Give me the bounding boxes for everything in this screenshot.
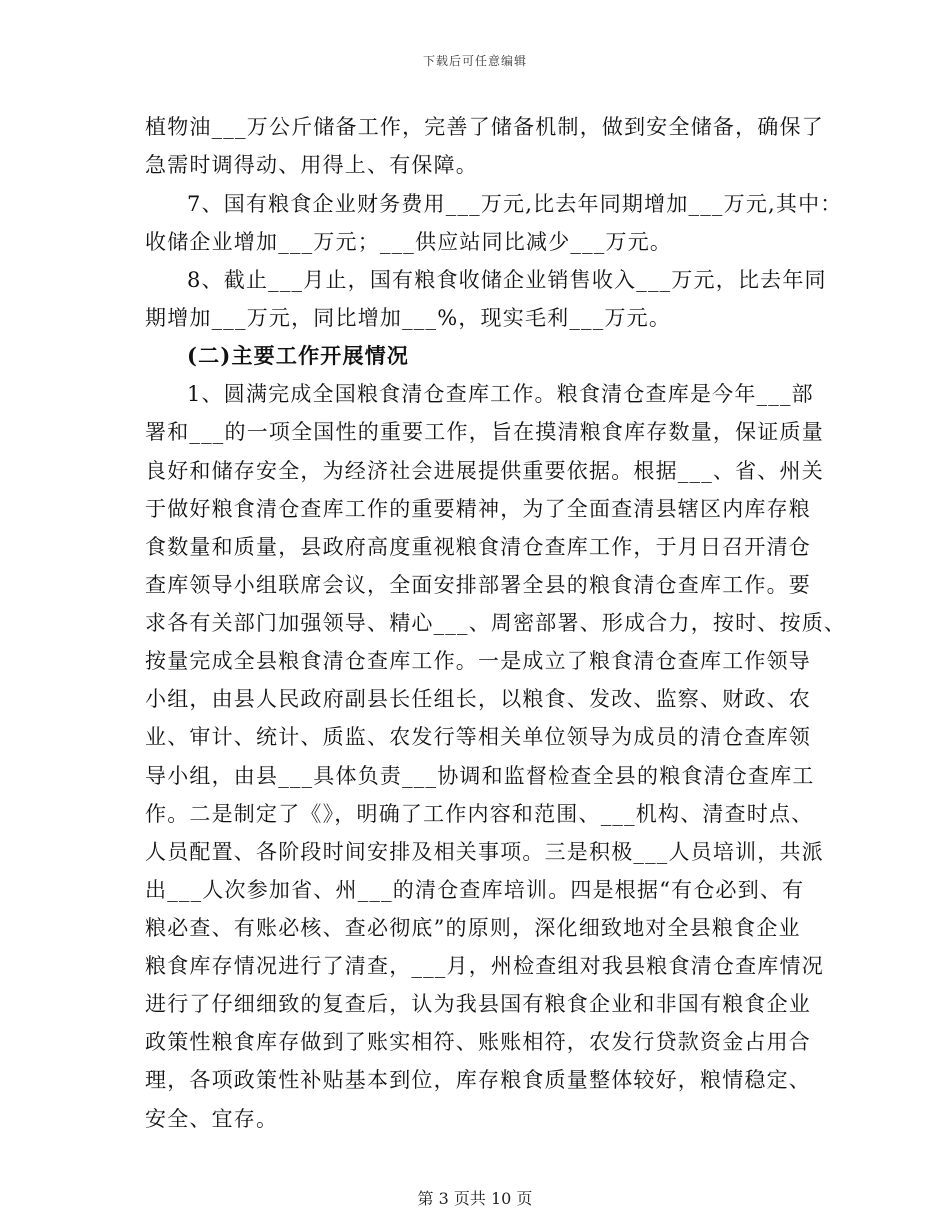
text-line: 理，各项政策性补贴基本到位，库存粮食质量整体较好，粮情稳定、: [145, 1068, 811, 1092]
section-heading: (二)主要工作开展情况: [187, 343, 410, 368]
text-line: 良好和储存安全，为经济社会进展提供重要依据。根据___、省、州关: [145, 459, 824, 483]
text-line: 署和___的一项全国性的重要工作，旨在摸清粮食库存数量，保证质量: [145, 420, 824, 444]
text-line: 政策性粮食库存做到了账实相符、账账相符，农发行贷款资金占用合: [145, 1030, 811, 1054]
text-line: 人员配置、各阶段时间安排及相关事项。三是积极___人员培训，共派: [145, 840, 824, 864]
text-line: 小组，由县人民政府副县长任组长，以粮食、发改、监察、财政、农: [145, 687, 811, 711]
text-line: 出___人次参加省、州___的清仓查库培训。四是根据“有仓必到、有: [145, 878, 805, 902]
text-line: 安全、宜存。: [145, 1107, 279, 1131]
text-line: 1、圆满完成全国粮食清仓查库工作。粮食清仓查库是今年___部: [187, 382, 814, 406]
text-line: 导小组，由县___具体负责___协调和监督检查全县的粮食清仓查库工: [145, 764, 815, 788]
text-line: 收储企业增加___万元；___供应站同比减少___万元。: [145, 230, 673, 254]
text-line: 按量完成全县粮食清仓查库工作。一是成立了粮食清仓查库工作领导: [145, 649, 811, 673]
text-line: 急需时调得动、用得上、有保障。: [145, 153, 478, 177]
text-line: 业、审计、统计、质监、农发行等相关单位领导为成员的清仓查库领: [145, 725, 811, 749]
text-line: 于做好粮食清仓查库工作的重要精神，为了全面查清县辖区内库存粮: [145, 497, 811, 521]
page-header: 下载后可任意编辑: [422, 54, 527, 68]
text-line: 植物油___万公斤储备工作，完善了储备机制，做到安全储备，确保了: [145, 115, 824, 139]
text-line: 粮食库存情况进行了清查，___月，州检查组对我县粮食清仓查库情况: [145, 954, 824, 978]
text-line: 期增加___万元，同比增加___%，现实毛利___万元。: [145, 306, 672, 330]
text-line: 食数量和质量，县政府高度重视粮食清仓查库工作，于月日召开清仓: [145, 535, 811, 559]
text-line: 7、国有粮食企业财务费用___万元,比去年同期增加___万元,其中：: [187, 192, 843, 216]
text-line: 8、截止___月止，国有粮食收储企业销售收入___万元，比去年同: [187, 268, 827, 292]
text-line: 求各有关部门加强领导、精心___、周密部署、形成合力，按时、按质、: [145, 611, 847, 635]
text-line: 粮必查、有账必核、查必彻底”的原则，深化细致地对全县粮食企业: [145, 916, 801, 940]
page-footer: 第 3 页共 10 页: [417, 1189, 533, 1208]
text-line: 作。二是制定了《》，明确了工作内容和范围、___机构、清查时点、: [145, 802, 814, 826]
text-line: 查库领导小组联席会议，全面安排部署全县的粮食清仓查库工作。要: [145, 573, 811, 597]
text-line: 进行了仔细细致的复查后，认为我县国有粮食企业和非国有粮食企业: [145, 992, 811, 1016]
